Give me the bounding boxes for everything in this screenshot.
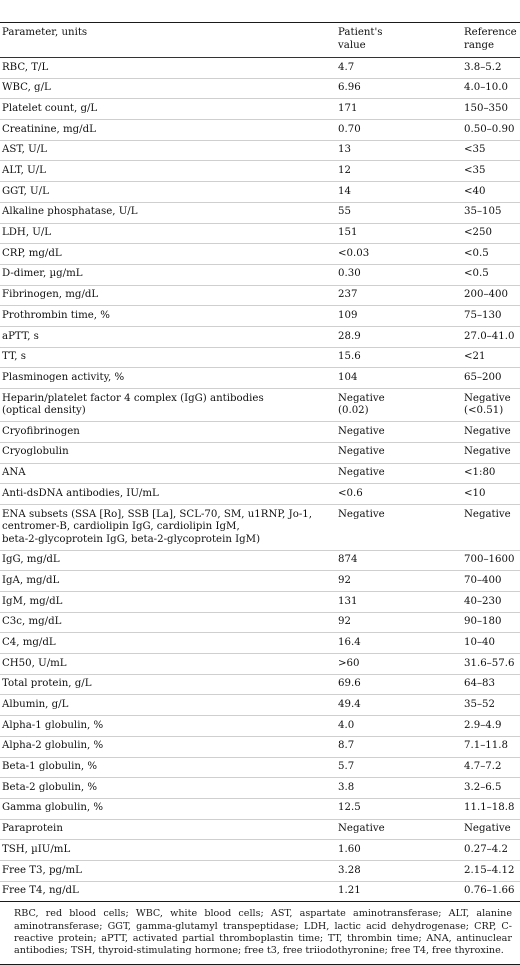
patient-value-cell: >60	[338, 657, 360, 669]
reference-range-cell: 11.1–18.8	[464, 802, 515, 814]
patient-value-cell: 131	[338, 595, 358, 607]
parameter-cell: Prothrombin time, %	[2, 309, 110, 321]
patient-value-cell: 55	[338, 206, 351, 218]
parameter-cell: CRP, mg/dL	[2, 247, 62, 259]
reference-range-cell: 65–200	[464, 371, 502, 383]
parameter-cell: Alkaline phosphatase, U/L	[2, 206, 138, 218]
reference-range-cell: Negative	[464, 823, 511, 835]
patient-value-cell: 69.6	[338, 678, 361, 690]
table-row	[0, 348, 520, 369]
parameter-cell: TSH, µIU/mL	[2, 843, 71, 855]
table-row	[0, 58, 520, 79]
parameter-cell: Free T4, ng/dL	[2, 885, 79, 897]
table-row	[0, 265, 520, 286]
reference-range-cell: 150–350	[464, 102, 508, 114]
parameter-cell: Heparin/platelet factor 4 complex (IgG) antibodies (optical density)	[2, 392, 264, 417]
table-row	[0, 551, 520, 572]
patient-value-cell: 14	[338, 185, 351, 197]
table-row	[0, 571, 520, 592]
table-row	[0, 464, 520, 485]
header-patient-value: Patient's value	[338, 27, 383, 51]
parameter-cell: IgM, mg/dL	[2, 595, 63, 607]
parameter-cell: C4, mg/dL	[2, 636, 56, 648]
parameter-cell: Alpha-1 globulin, %	[2, 719, 104, 731]
parameter-cell: Creatinine, mg/dL	[2, 123, 96, 135]
reference-range-cell: <250	[464, 227, 492, 239]
table-row	[0, 141, 520, 162]
patient-value-cell: 49.4	[338, 699, 361, 711]
reference-range-cell: 2.9–4.9	[464, 719, 502, 731]
parameter-cell: Albumin, g/L	[2, 699, 69, 711]
table-row	[0, 244, 520, 265]
table-row	[0, 654, 520, 675]
reference-range-cell: 35–105	[464, 206, 502, 218]
table-row	[0, 203, 520, 224]
parameter-cell: Cryoglobulin	[2, 446, 69, 458]
parameter-cell: Beta-2 globulin, %	[2, 781, 98, 793]
parameter-cell: IgG, mg/dL	[2, 554, 60, 566]
patient-value-cell: 92	[338, 574, 351, 586]
patient-value-cell: Negative	[338, 425, 385, 437]
patient-value-cell: 237	[338, 289, 358, 301]
reference-range-cell: <10	[464, 487, 486, 499]
reference-range-cell: <35	[464, 144, 486, 156]
patient-value-cell: 4.7	[338, 61, 355, 73]
table-row	[0, 882, 520, 903]
table-row	[0, 778, 520, 799]
table-body	[0, 58, 520, 902]
patient-value-cell: 28.9	[338, 330, 361, 342]
reference-range-cell: <35	[464, 165, 486, 177]
reference-range-cell: 200–400	[464, 289, 508, 301]
reference-range-cell: 3.2–6.5	[464, 781, 502, 793]
table-row	[0, 422, 520, 443]
parameter-cell: RBC, T/L	[2, 61, 49, 73]
reference-range-cell: 75–130	[464, 309, 502, 321]
reference-range-cell: 4.0–10.0	[464, 82, 508, 94]
reference-range-cell: 70–400	[464, 574, 502, 586]
reference-range-cell: 0.50–0.90	[464, 123, 515, 135]
reference-range-cell: <1:80	[464, 467, 496, 479]
patient-value-cell: 104	[338, 371, 358, 383]
table-row	[0, 840, 520, 861]
parameter-cell: WBC, g/L	[2, 82, 51, 94]
table-row	[0, 861, 520, 882]
patient-value-cell: 12	[338, 165, 351, 177]
table-row	[0, 737, 520, 758]
table-row	[0, 327, 520, 348]
table-row	[0, 443, 520, 464]
reference-range-cell: <0.5	[464, 247, 489, 259]
table-row	[0, 799, 520, 820]
patient-value-cell: <0.03	[338, 247, 370, 259]
patient-value-cell: Negative	[338, 823, 385, 835]
reference-range-cell: 35–52	[464, 699, 496, 711]
table-row	[0, 224, 520, 245]
patient-value-cell: 12.5	[338, 802, 361, 814]
patient-value-cell: 151	[338, 227, 358, 239]
table-row	[0, 389, 520, 422]
parameter-cell: Fibrinogen, mg/dL	[2, 289, 99, 301]
reference-range-cell: Negative	[464, 508, 511, 520]
table-row	[0, 592, 520, 613]
reference-range-cell: 90–180	[464, 616, 502, 628]
reference-range-cell: 31.6–57.6	[464, 657, 515, 669]
reference-range-cell: 10–40	[464, 636, 496, 648]
parameter-cell: AST, U/L	[2, 144, 47, 156]
patient-value-cell: <0.6	[338, 487, 363, 499]
reference-range-cell: 3.8–5.2	[464, 61, 502, 73]
table-row	[0, 99, 520, 120]
parameter-cell: LDH, U/L	[2, 227, 52, 239]
reference-range-cell: 40–230	[464, 595, 502, 607]
reference-range-cell: 2.15–4.12	[464, 864, 515, 876]
patient-value-cell: 0.30	[338, 268, 361, 280]
parameter-cell: Gamma globulin, %	[2, 802, 104, 814]
parameter-cell: IgA, mg/dL	[2, 574, 60, 586]
parameter-cell: Paraprotein	[2, 823, 63, 835]
parameter-cell: C3c, mg/dL	[2, 616, 62, 628]
patient-value-cell: 6.96	[338, 82, 361, 94]
reference-range-cell: 0.76–1.66	[464, 885, 515, 897]
patient-value-cell: 3.28	[338, 864, 361, 876]
parameter-cell: ANA	[2, 467, 26, 479]
parameter-cell: Alpha-2 globulin, %	[2, 740, 104, 752]
parameter-cell: Anti-dsDNA antibodies, IU/mL	[2, 487, 159, 499]
patient-value-cell: 16.4	[338, 636, 361, 648]
lab-results-table	[0, 22, 520, 965]
table-row	[0, 820, 520, 841]
table-row	[0, 505, 520, 551]
parameter-cell: aPTT, s	[2, 330, 39, 342]
table-footnote: RBC, red blood cells; WBC, white blood cells; AST, aspartate aminotransferase; ALT, alanine aminotransferase; GGT, gamma-glutamyl transpeptidase; LDH, lactic acid dehydrogenase; CRP, C-reactive protein; aPTT, activated partial thromboplastin time; TT, thrombin time; ANA, antinuclear antibodies; TSH, thyroid-stimulating hormone; free t3, free triiodothyronine; free T4, free thyroxine.	[0, 902, 520, 964]
table-row	[0, 716, 520, 737]
parameter-cell: D-dimer, µg/mL	[2, 268, 83, 280]
table-row	[0, 306, 520, 327]
reference-range-cell: 4.7–7.2	[464, 761, 502, 773]
patient-value-cell: 15.6	[338, 351, 361, 363]
patient-value-cell: 1.60	[338, 843, 361, 855]
header-reference-range: Reference range	[464, 27, 517, 51]
patient-value-cell: 1.21	[338, 885, 361, 897]
table-header-row	[0, 23, 520, 58]
reference-range-cell: <0.5	[464, 268, 489, 280]
table-row	[0, 695, 520, 716]
reference-range-cell: 7.1–11.8	[464, 740, 508, 752]
patient-value-cell: 92	[338, 616, 351, 628]
parameter-cell: Plasminogen activity, %	[2, 371, 125, 383]
parameter-cell: GGT, U/L	[2, 185, 49, 197]
reference-range-cell: 27.0–41.0	[464, 330, 515, 342]
parameter-cell: ALT, U/L	[2, 165, 46, 177]
reference-range-cell: <21	[464, 351, 486, 363]
reference-range-cell: 700–1600	[464, 554, 515, 566]
table-row	[0, 633, 520, 654]
patient-value-cell: Negative	[338, 508, 385, 520]
table-row	[0, 182, 520, 203]
table-row	[0, 484, 520, 505]
parameter-cell: Cryofibrinogen	[2, 425, 80, 437]
patient-value-cell: 874	[338, 554, 358, 566]
table-row	[0, 368, 520, 389]
table-row	[0, 613, 520, 634]
table-row	[0, 286, 520, 307]
patient-value-cell: 5.7	[338, 761, 355, 773]
parameter-cell: TT, s	[2, 351, 26, 363]
patient-value-cell: 4.0	[338, 719, 355, 731]
reference-range-cell: Negative (<0.51)	[464, 392, 511, 417]
parameter-cell: CH50, U/mL	[2, 657, 67, 669]
parameter-cell: ENA subsets (SSA [Ro], SSB [La], SCL-70, SM, u1RNP, Jo-1, centromer-B, cardiolipin IgG, cardiolipin IgM, beta-2-glycoprotein IgG, beta-2-glycoprotein IgM)	[2, 508, 312, 545]
reference-range-cell: 64–83	[464, 678, 496, 690]
patient-value-cell: Negative (0.02)	[338, 392, 385, 417]
table-row	[0, 79, 520, 100]
patient-value-cell: 3.8	[338, 781, 355, 793]
reference-range-cell: Negative	[464, 425, 511, 437]
reference-range-cell: <40	[464, 185, 486, 197]
table-row	[0, 758, 520, 779]
table-row	[0, 675, 520, 696]
patient-value-cell: Negative	[338, 467, 385, 479]
table-row	[0, 120, 520, 141]
parameter-cell: Free T3, pg/mL	[2, 864, 82, 876]
header-parameter: Parameter, units	[2, 27, 88, 38]
patient-value-cell: 13	[338, 144, 351, 156]
patient-value-cell: 0.70	[338, 123, 361, 135]
patient-value-cell: 171	[338, 102, 358, 114]
table-row	[0, 161, 520, 182]
reference-range-cell: Negative	[464, 446, 511, 458]
patient-value-cell: 109	[338, 309, 358, 321]
parameter-cell: Total protein, g/L	[2, 678, 92, 690]
parameter-cell: Beta-1 globulin, %	[2, 761, 98, 773]
parameter-cell: Platelet count, g/L	[2, 102, 98, 114]
reference-range-cell: 0.27–4.2	[464, 843, 508, 855]
patient-value-cell: 8.7	[338, 740, 355, 752]
patient-value-cell: Negative	[338, 446, 385, 458]
